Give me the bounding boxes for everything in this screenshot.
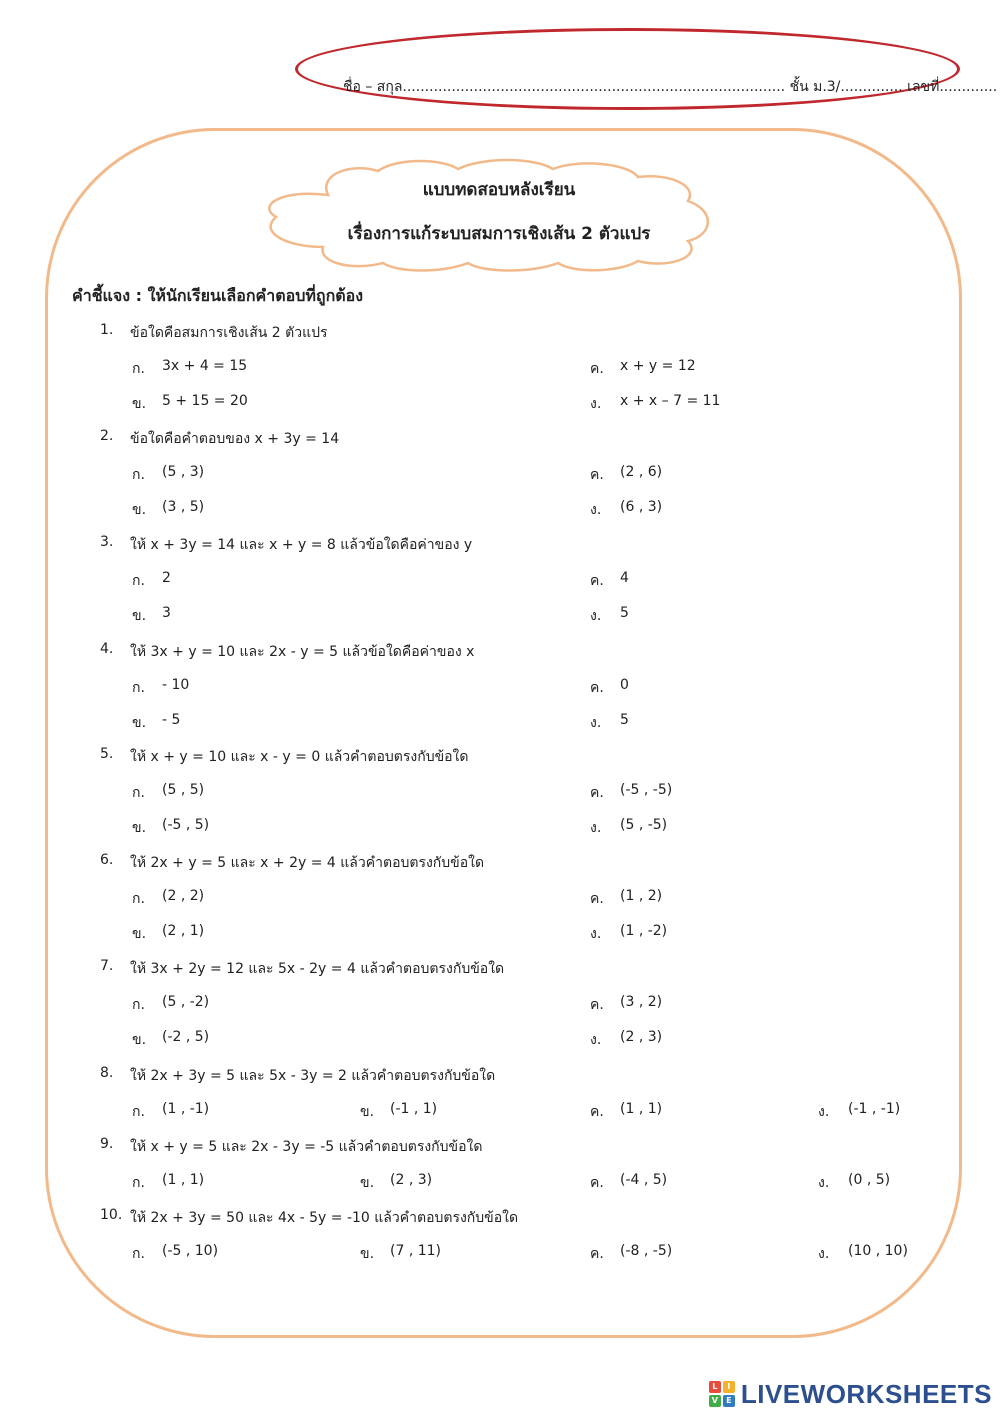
choice-row bbox=[0, 1243, 1000, 1263]
question-number: 5. bbox=[100, 746, 114, 762]
choice-row bbox=[0, 677, 1000, 697]
choice-label: ข. bbox=[360, 1245, 375, 1262]
liveworksheets-logo bbox=[709, 1377, 992, 1411]
choice-text: (2 , 1) bbox=[162, 923, 205, 939]
question-row bbox=[0, 322, 1000, 342]
choice-label: ก. bbox=[132, 466, 145, 483]
question-text: ให้ x + y = 5 และ 2x - 3y = -5 แล้วคำตอบตรงกับข้อใด bbox=[130, 1139, 483, 1155]
choice-label: ข. bbox=[132, 502, 147, 518]
choice-label: ข. bbox=[360, 1103, 375, 1120]
choice-label: ก. bbox=[132, 1103, 145, 1120]
question-text: ให้ x + y = 10 และ x - y = 0 แล้วคำตอบตรงกับข้อใด bbox=[130, 749, 469, 765]
question-row bbox=[0, 1065, 1000, 1085]
choice-label: ก. bbox=[132, 679, 145, 696]
choice-text: (-5 , -5) bbox=[620, 781, 673, 798]
question-number: 2. bbox=[100, 428, 114, 444]
choice-text: 5 + 15 = 20 bbox=[162, 393, 248, 409]
question-text: ข้อใดคือคำตอบของ x + 3y = 14 bbox=[130, 431, 340, 447]
choice-text: (5 , 5) bbox=[162, 781, 205, 798]
choice-text: (-8 , -5) bbox=[620, 1242, 673, 1259]
question-row bbox=[0, 958, 1000, 978]
choice-label: ง. bbox=[590, 396, 602, 412]
choice-row bbox=[0, 358, 1000, 378]
question-text: ให้ 3x + y = 10 และ 2x - y = 5 แล้วข้อใดคือค่าของ x bbox=[130, 644, 475, 660]
choice-row bbox=[0, 1029, 1000, 1049]
choice-text: (2 , 3) bbox=[390, 1171, 433, 1188]
choice-text: (1 , 1) bbox=[620, 1100, 663, 1117]
brand-logo-letter: L bbox=[709, 1381, 721, 1393]
choice-label: ก. bbox=[132, 1245, 145, 1262]
choice-label: ค. bbox=[590, 466, 604, 483]
choice-row bbox=[0, 499, 1000, 519]
choice-label: ก. bbox=[132, 890, 145, 907]
choice-text: 5 bbox=[620, 605, 629, 621]
choice-text: (2 , 2) bbox=[162, 887, 205, 904]
brand-logo-letter: E bbox=[723, 1395, 735, 1407]
brand-logo-letter: I bbox=[723, 1381, 735, 1393]
choice-text: (-2 , 5) bbox=[162, 1029, 210, 1045]
choice-text: 5 bbox=[620, 712, 629, 728]
student-info-line: ชื่อ – สกุล...................................................................................... ชั้น ม.3/.............. เลขที่............. bbox=[343, 79, 998, 95]
choice-row bbox=[0, 393, 1000, 413]
question-row bbox=[0, 641, 1000, 661]
choice-text: (1 , -1) bbox=[162, 1100, 210, 1117]
question-text: ให้ 2x + 3y = 50 และ 4x - 5y = -10 แล้วคำตอบตรงกับข้อใด bbox=[130, 1210, 519, 1226]
choice-row bbox=[0, 605, 1000, 625]
choice-label: ง. bbox=[590, 1032, 602, 1048]
question-text: ให้ 2x + y = 5 และ x + 2y = 4 แล้วคำตอบตรงกับข้อใด bbox=[130, 855, 485, 871]
choice-label: ก. bbox=[132, 572, 145, 589]
choice-text: (1 , 2) bbox=[620, 887, 663, 904]
question-text: ข้อใดคือสมการเชิงเส้น 2 ตัวแปร bbox=[130, 325, 328, 341]
choice-label: ค. bbox=[590, 1103, 604, 1120]
choice-label: ข. bbox=[132, 820, 147, 836]
choice-label: ข. bbox=[132, 1032, 147, 1048]
choice-text: (-4 , 5) bbox=[620, 1171, 668, 1188]
question-number: 3. bbox=[100, 534, 114, 550]
choice-label: ค. bbox=[590, 679, 604, 696]
worksheet-title: แบบทดสอบหลังเรียน bbox=[422, 180, 576, 200]
choice-text: 4 bbox=[620, 569, 629, 586]
choice-text: (-5 , 5) bbox=[162, 817, 210, 833]
choice-text: (7 , 11) bbox=[390, 1242, 441, 1259]
choice-label: ง. bbox=[590, 502, 602, 518]
choice-label: ก. bbox=[132, 360, 145, 377]
choice-text: (3 , 5) bbox=[162, 499, 205, 515]
choice-text: (5 , 3) bbox=[162, 463, 205, 480]
choice-text: (3 , 2) bbox=[620, 993, 663, 1010]
worksheet-subtitle: เรื่องการแก้ระบบสมการเชิงเส้น 2 ตัวแปร bbox=[347, 224, 651, 244]
question-number: 10. bbox=[100, 1207, 123, 1223]
choice-text: (1 , 1) bbox=[162, 1171, 205, 1188]
choice-row bbox=[0, 888, 1000, 908]
choice-row bbox=[0, 1101, 1000, 1121]
choice-row bbox=[0, 464, 1000, 484]
choice-label: ง. bbox=[818, 1103, 830, 1120]
question-number: 7. bbox=[100, 958, 114, 974]
title-cloud bbox=[258, 155, 718, 273]
choice-text: (2 , 6) bbox=[620, 463, 663, 480]
choice-label: ค. bbox=[590, 1174, 604, 1191]
brand-text: LIVEWORKSHEETS bbox=[740, 1378, 992, 1409]
brand-logo-icon bbox=[709, 1381, 735, 1407]
choice-label: ข. bbox=[132, 608, 147, 624]
choice-label: ง. bbox=[590, 715, 602, 731]
choice-label: ก. bbox=[132, 784, 145, 801]
choice-text: (2 , 3) bbox=[620, 1029, 663, 1045]
choice-row bbox=[0, 817, 1000, 837]
question-row bbox=[0, 1136, 1000, 1156]
choice-label: ค. bbox=[590, 360, 604, 377]
question-row bbox=[0, 534, 1000, 554]
choice-text: x + x – 7 = 11 bbox=[620, 393, 721, 409]
choice-text: (0 , 5) bbox=[848, 1171, 891, 1188]
choice-text: - 5 bbox=[162, 712, 181, 728]
choice-text: (-5 , 10) bbox=[162, 1242, 219, 1259]
question-text: ให้ x + 3y = 14 และ x + y = 8 แล้วข้อใดคือค่าของ y bbox=[130, 537, 473, 553]
choice-label: ง. bbox=[818, 1245, 830, 1262]
brand-logo-letter: V bbox=[709, 1395, 721, 1407]
choice-label: ข. bbox=[132, 926, 147, 942]
question-number: 6. bbox=[100, 852, 114, 868]
choice-row bbox=[0, 994, 1000, 1014]
choice-text: (-1 , 1) bbox=[390, 1100, 438, 1117]
question-row bbox=[0, 1207, 1000, 1227]
choice-label: ข. bbox=[132, 396, 147, 412]
choice-text: (1 , -2) bbox=[620, 923, 668, 939]
choice-row bbox=[0, 570, 1000, 590]
question-number: 9. bbox=[100, 1136, 114, 1152]
choice-label: ก. bbox=[132, 1174, 145, 1191]
choice-text: (5 , -2) bbox=[162, 993, 210, 1010]
choice-text: 3x + 4 = 15 bbox=[162, 357, 248, 374]
choice-text: 2 bbox=[162, 569, 171, 586]
choice-row bbox=[0, 923, 1000, 943]
choice-label: ง. bbox=[818, 1174, 830, 1191]
choice-text: (6 , 3) bbox=[620, 499, 663, 515]
choice-text: (5 , -5) bbox=[620, 817, 668, 833]
choice-label: ค. bbox=[590, 1245, 604, 1262]
question-text: ให้ 3x + 2y = 12 และ 5x - 2y = 4 แล้วคำตอบตรงกับข้อใด bbox=[130, 961, 505, 977]
choice-label: ง. bbox=[590, 608, 602, 624]
choice-label: ง. bbox=[590, 820, 602, 836]
choice-label: ข. bbox=[132, 715, 147, 731]
choice-label: ค. bbox=[590, 572, 604, 589]
question-row bbox=[0, 746, 1000, 766]
choice-row bbox=[0, 1172, 1000, 1192]
choice-text: (10 , 10) bbox=[848, 1242, 908, 1259]
choice-label: ก. bbox=[132, 996, 145, 1013]
choice-text: (-1 , -1) bbox=[848, 1100, 901, 1117]
choice-label: ข. bbox=[360, 1174, 375, 1191]
choice-text: - 10 bbox=[162, 676, 190, 693]
choice-text: 0 bbox=[620, 676, 629, 693]
choice-label: ง. bbox=[590, 926, 602, 942]
instructions: คำชี้แจง : ให้นักเรียนเลือกคำตอบที่ถูกต้อง bbox=[72, 286, 364, 305]
question-row bbox=[0, 852, 1000, 872]
question-number: 4. bbox=[100, 641, 114, 657]
choice-row bbox=[0, 782, 1000, 802]
choice-label: ค. bbox=[590, 890, 604, 907]
choice-label: ค. bbox=[590, 996, 604, 1013]
question-number: 1. bbox=[100, 322, 114, 338]
question-row bbox=[0, 428, 1000, 448]
question-text: ให้ 2x + 3y = 5 และ 5x - 3y = 2 แล้วคำตอบตรงกับข้อใด bbox=[130, 1068, 496, 1084]
question-number: 8. bbox=[100, 1065, 114, 1081]
choice-text: 3 bbox=[162, 605, 171, 621]
choice-text: x + y = 12 bbox=[620, 357, 696, 374]
choice-label: ค. bbox=[590, 784, 604, 801]
choice-row bbox=[0, 712, 1000, 732]
